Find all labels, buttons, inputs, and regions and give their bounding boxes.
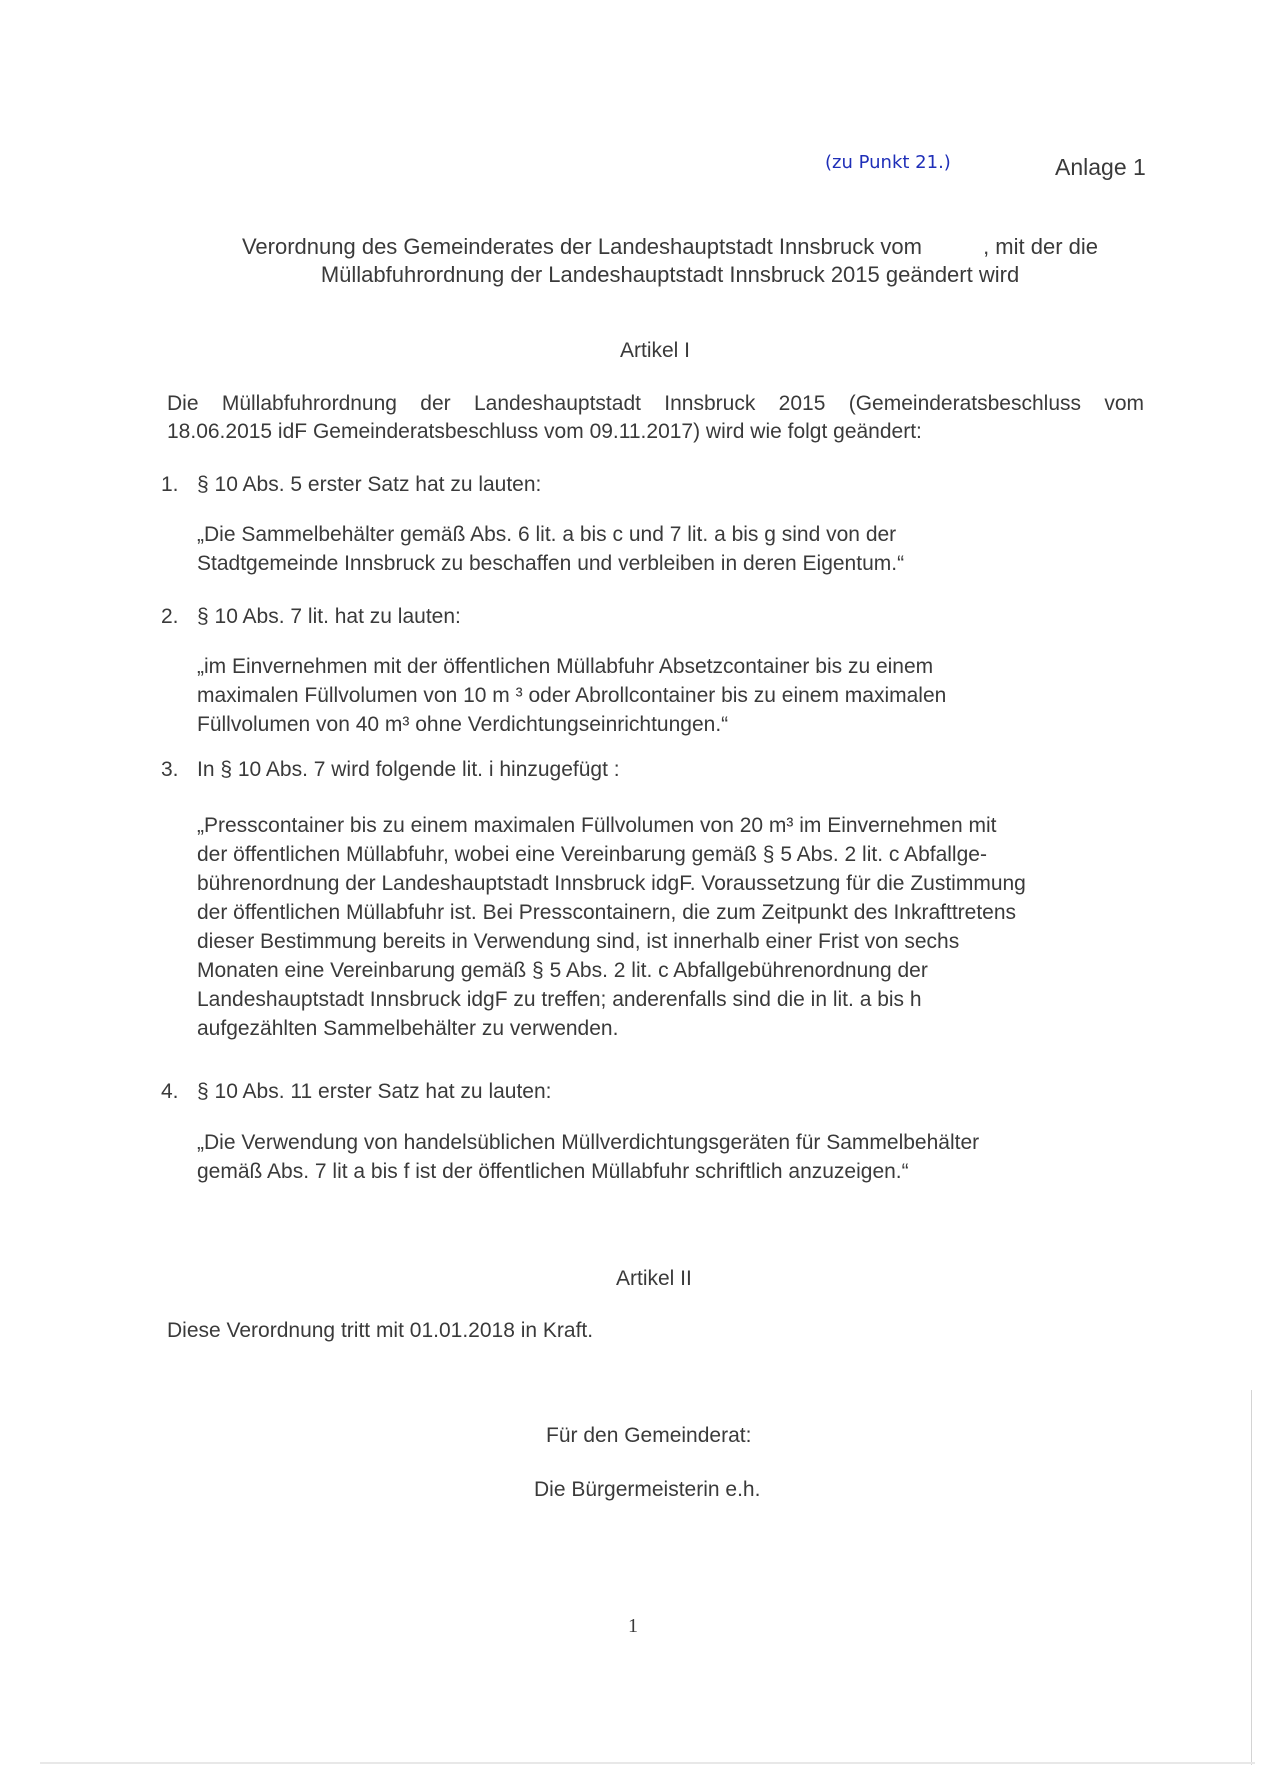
document-title bbox=[180, 233, 1160, 289]
signature-name: Die Bürgermeisterin e.h. bbox=[534, 1478, 761, 1501]
item-quote bbox=[197, 652, 946, 739]
scan-edge-bottom bbox=[40, 1762, 1255, 1764]
signature-for: Für den Gemeinderat: bbox=[546, 1424, 752, 1447]
article-1-heading: Artikel I bbox=[620, 339, 691, 362]
quote-line: der öffentlichen Müllabfuhr ist. Bei Presscontainern, die zum Zeitpunkt des Inkrafttretens bbox=[197, 901, 1017, 924]
quote-line: „Die Sammelbehälter gemäß Abs. 6 lit. a bis c und 7 lit. a bis g sind von der bbox=[197, 523, 897, 546]
item-quote bbox=[197, 520, 904, 578]
scan-edge-right bbox=[1251, 1390, 1252, 1765]
attachment-label: Anlage 1 bbox=[1055, 154, 1146, 180]
quote-line: „Die Verwendung von handelsüblichen Müllverdichtungsgeräten für Sammelbehälter bbox=[197, 1131, 980, 1154]
title-line-1: Verordnung des Gemeinderates der Landeshauptstadt Innsbruck vom , mit der die bbox=[241, 234, 1099, 259]
quote-line: gemäß Abs. 7 lit a bis f ist der öffentlichen Müllabfuhr schriftlich anzuzeigen.“ bbox=[197, 1160, 909, 1183]
page-number: 1 bbox=[628, 1615, 638, 1637]
quote-line: Füllvolumen von 40 m³ ohne Verdichtungseinrichtungen.“ bbox=[197, 713, 729, 736]
item-quote bbox=[197, 811, 1026, 1043]
quote-line: der öffentlichen Müllabfuhr, wobei eine Vereinbarung gemäß § 5 Abs. 2 lit. c Abfallge- bbox=[197, 843, 987, 866]
quote-line: „Presscontainer bis zu einem maximalen Füllvolumen von 20 m³ im Einvernehmen mit bbox=[197, 814, 997, 837]
quote-line: Landeshauptstadt Innsbruck idgF zu treffen; anderenfalls sind die in lit. a bis h bbox=[197, 988, 922, 1011]
quote-line: „im Einvernehmen mit der öffentlichen Müllabfuhr Absetzcontainer bis zu einem bbox=[197, 655, 934, 678]
quote-line: Stadtgemeinde Innsbruck zu beschaffen und verbleiben in deren Eigentum.“ bbox=[197, 552, 905, 575]
item-text: § 10 Abs. 5 erster Satz hat zu lauten: bbox=[197, 473, 542, 496]
quote-line: maximalen Füllvolumen von 10 m ³ oder Abrollcontainer bis zu einem maximalen bbox=[197, 684, 947, 707]
article-2-heading: Artikel II bbox=[616, 1267, 692, 1290]
item-quote bbox=[197, 1128, 979, 1186]
item-number: 3. bbox=[161, 758, 179, 781]
article-1-intro-line-1: Die Müllabfuhrordnung der Landeshauptstadt Innsbruck 2015 (Gemeinderatsbeschluss vom bbox=[167, 392, 1144, 415]
quote-line: bührenordnung der Landeshauptstadt Innsbruck idgF. Voraussetzung für die Zustimmung bbox=[197, 872, 1026, 895]
quote-line: Monaten eine Vereinbarung gemäß § 5 Abs. 2 lit. c Abfallgebührenordnung der bbox=[197, 959, 928, 982]
reference-note: (zu Punkt 21.) bbox=[825, 152, 951, 173]
item-number: 1. bbox=[161, 473, 179, 496]
article-2-text: Diese Verordnung tritt mit 01.01.2018 in Kraft. bbox=[167, 1319, 594, 1342]
item-number: 4. bbox=[161, 1080, 179, 1103]
article-1-intro-line-2: 18.06.2015 idF Gemeinderatsbeschluss vom 09.11.2017) wird wie folgt geändert: bbox=[167, 420, 922, 443]
item-number: 2. bbox=[161, 605, 179, 628]
quote-line: aufgezählten Sammelbehälter zu verwenden. bbox=[197, 1017, 619, 1040]
title-line-2: Müllabfuhrordnung der Landeshauptstadt Innsbruck 2015 geändert wird bbox=[320, 262, 1020, 287]
item-text: In § 10 Abs. 7 wird folgende lit. i hinzugefügt : bbox=[197, 758, 620, 781]
item-text: § 10 Abs. 11 erster Satz hat zu lauten: bbox=[197, 1080, 552, 1103]
quote-line: dieser Bestimmung bereits in Verwendung sind, ist innerhalb einer Frist von sechs bbox=[197, 930, 960, 953]
item-text: § 10 Abs. 7 lit. hat zu lauten: bbox=[197, 605, 461, 628]
